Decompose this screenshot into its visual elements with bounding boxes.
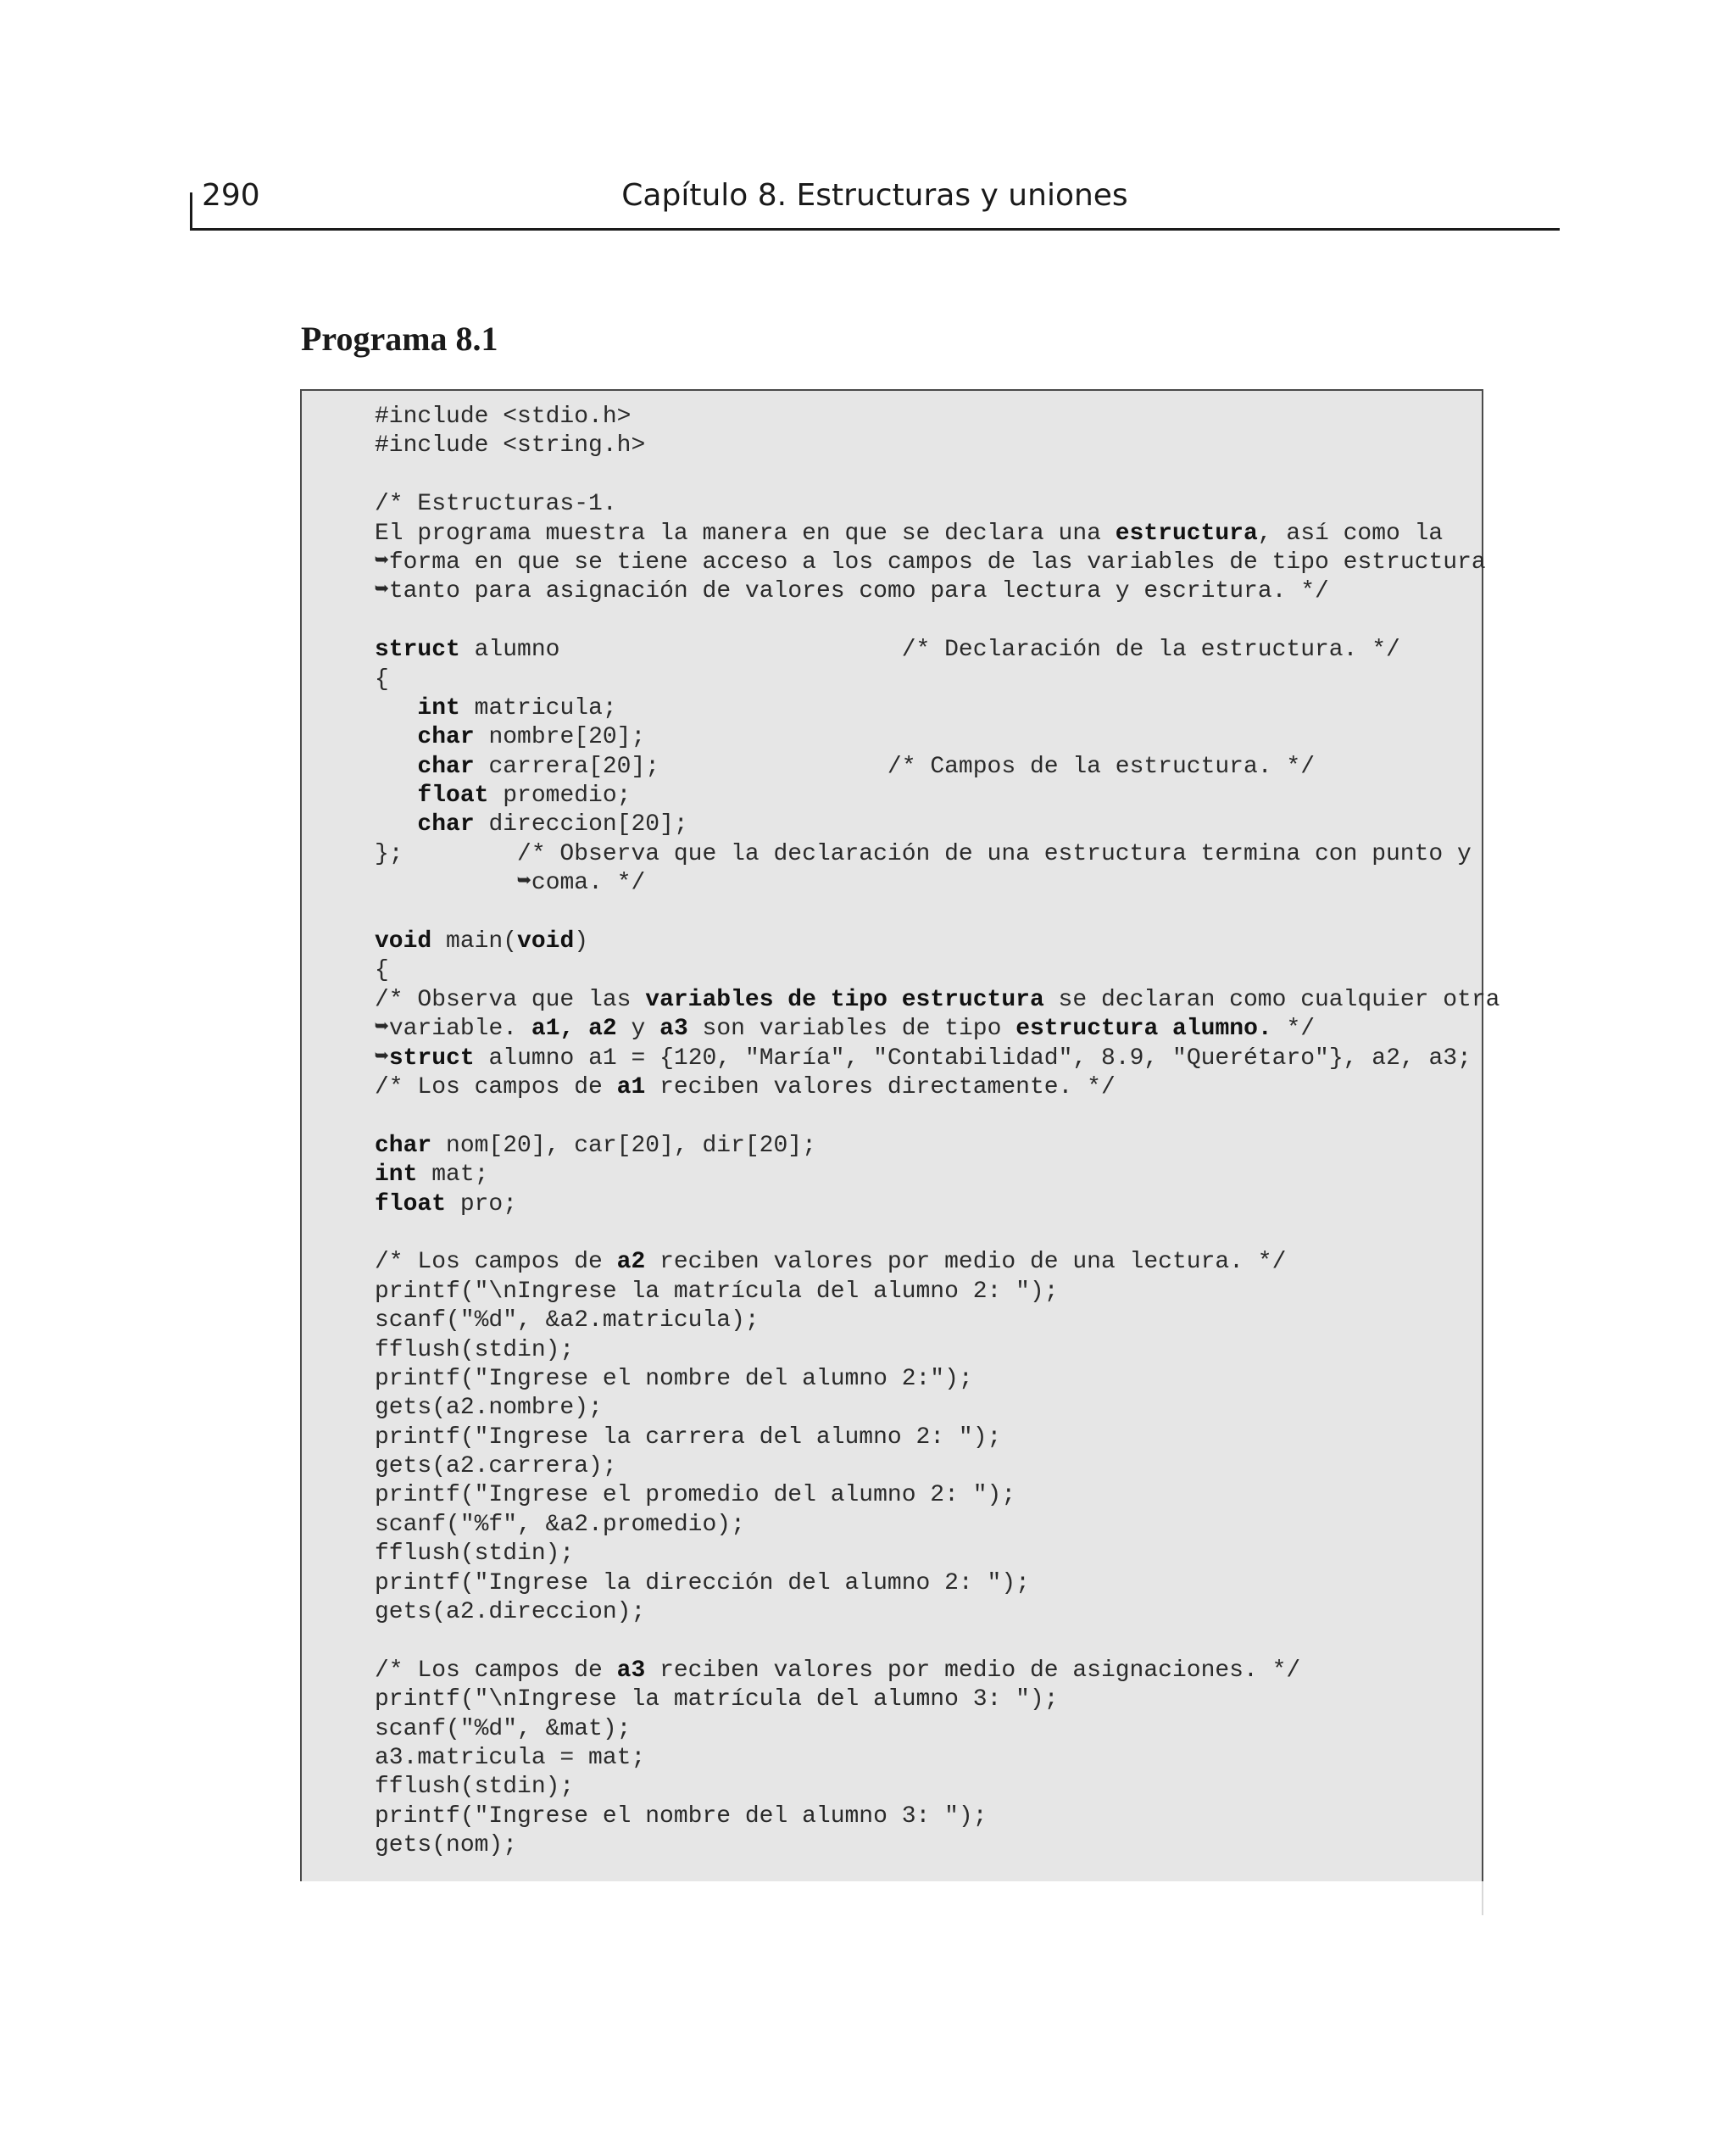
code-text	[375, 811, 417, 838]
code-line	[375, 461, 1500, 490]
code-keyword: variables de tipo estructura	[645, 986, 1044, 1013]
code-line	[375, 1452, 1500, 1481]
code-listing	[375, 403, 1500, 1861]
code-keyword: struct	[388, 1045, 475, 1072]
code-text: */	[1271, 1016, 1316, 1043]
code-line	[375, 1831, 1500, 1860]
program-title: Programa 8.1	[301, 320, 498, 358]
code-line	[375, 1132, 1500, 1161]
code-line	[375, 1511, 1500, 1540]
code-keyword: estructura alumno.	[1015, 1016, 1272, 1043]
code-line	[375, 1015, 1500, 1044]
code-keyword: float	[417, 783, 489, 810]
code-text: printf("Ingrese el nombre del alumno 3: ");	[375, 1802, 988, 1830]
code-text: #include <stdio.h>	[375, 404, 632, 430]
code-text: fflush(stdin);	[375, 1336, 575, 1363]
code-text: reciben valores directamente. */	[645, 1073, 1116, 1100]
code-line	[375, 694, 1500, 723]
code-text: {	[375, 666, 389, 693]
code-line	[375, 723, 1500, 752]
code-line	[375, 1481, 1500, 1510]
code-line	[375, 1423, 1500, 1452]
code-line	[375, 782, 1500, 811]
code-line	[375, 1102, 1500, 1131]
code-text: ➥coma. */	[375, 870, 646, 897]
code-text: gets(a2.carrera);	[375, 1453, 617, 1480]
code-keyword: char	[417, 753, 475, 780]
code-text: , así como la	[1257, 520, 1444, 547]
page-number: 290	[202, 178, 260, 213]
code-keyword: a1, a2	[531, 1016, 617, 1043]
code-text: }; /* Observa que la declaración de una estructura termina con punto y	[375, 840, 1472, 867]
code-text: scanf("%f", &a2.promedio);	[375, 1511, 745, 1538]
code-line	[375, 1219, 1500, 1248]
code-text: scanf("%d", &a2.matricula);	[375, 1307, 760, 1334]
code-line	[375, 1248, 1500, 1277]
running-header	[190, 174, 1560, 231]
code-text: pro;	[446, 1190, 518, 1217]
code-text	[375, 754, 417, 780]
code-line	[375, 403, 1500, 432]
code-text: {	[375, 957, 389, 984]
code-line	[375, 956, 1500, 985]
code-text: gets(a2.direccion);	[375, 1599, 646, 1626]
code-text: direccion[20];	[474, 811, 688, 838]
code-line	[375, 1685, 1500, 1714]
code-keyword: int	[417, 694, 460, 721]
code-line	[375, 1161, 1500, 1189]
code-line	[375, 1073, 1500, 1102]
code-text: promedio;	[488, 783, 632, 810]
code-line	[375, 1278, 1500, 1306]
code-text	[375, 783, 417, 809]
code-text: )	[574, 928, 589, 955]
code-line	[375, 986, 1500, 1015]
code-line	[375, 1306, 1500, 1335]
code-text: gets(a2.nombre);	[375, 1395, 603, 1422]
code-line	[375, 1365, 1500, 1394]
code-keyword: float	[375, 1190, 447, 1217]
code-text: /* Los campos de	[375, 1073, 617, 1100]
code-text: reciben valores por medio de una lectura. */	[645, 1249, 1287, 1276]
code-line	[375, 1744, 1500, 1773]
code-line	[375, 753, 1500, 782]
code-text: printf("Ingrese el nombre del alumno 2:");	[375, 1365, 973, 1392]
code-line	[375, 520, 1500, 549]
code-keyword: void	[375, 928, 432, 955]
code-text: /* Los campos de	[375, 1657, 617, 1684]
code-keyword: char	[375, 1132, 432, 1159]
code-line	[375, 577, 1500, 606]
code-keyword: a2	[616, 1249, 646, 1276]
code-keyword: a3	[616, 1657, 646, 1684]
code-text: matricula;	[459, 694, 617, 721]
code-line	[375, 490, 1500, 519]
code-line	[375, 1569, 1500, 1598]
code-keyword: int	[375, 1162, 418, 1189]
code-keyword: void	[517, 928, 575, 955]
code-line	[375, 636, 1500, 665]
code-line	[375, 811, 1500, 839]
code-box-continuation-rule	[1482, 1881, 1483, 1915]
code-keyword: a1	[616, 1073, 646, 1100]
code-listing-box	[300, 389, 1500, 1881]
code-line	[375, 1336, 1500, 1365]
code-text: El programa muestra la manera en que se declara una	[375, 520, 1116, 547]
code-text: nombre[20];	[474, 724, 646, 751]
code-text: scanf("%d", &mat);	[375, 1715, 632, 1742]
code-line	[375, 1802, 1500, 1831]
code-text: gets(nom);	[375, 1832, 518, 1859]
code-text: ➥tanto para asignación de valores como para lectura y escritura. */	[375, 578, 1329, 605]
code-line	[375, 1598, 1500, 1627]
code-text: printf("\nIngrese la matrícula del alumno 3: ");	[375, 1686, 1059, 1713]
code-text: mat;	[417, 1162, 489, 1189]
chapter-title: Capítulo 8. Estructuras y uniones	[621, 178, 1128, 213]
code-text: ➥	[375, 1045, 389, 1072]
code-line	[375, 1715, 1500, 1744]
code-text: alumno a1 = {120, "María", "Contabilidad", 8.9, "Querétaro"}, a2, a3;	[474, 1045, 1472, 1072]
code-line	[375, 1627, 1500, 1656]
code-line	[375, 1190, 1500, 1219]
code-keyword: char	[417, 811, 475, 838]
code-text: carrera[20]; /* Campos de la estructura. */	[474, 753, 1316, 780]
code-line	[375, 432, 1500, 460]
code-text: #include <string.h>	[375, 432, 646, 460]
code-line	[375, 666, 1500, 694]
code-text	[375, 724, 417, 750]
code-line	[375, 1394, 1500, 1423]
code-text: ➥forma en que se tiene acceso a los campos de las variables de tipo estructura	[375, 549, 1486, 576]
code-line	[375, 899, 1500, 928]
code-line	[375, 928, 1500, 956]
code-line	[375, 840, 1500, 869]
code-text: /* Los campos de	[375, 1249, 617, 1276]
code-text: main(	[431, 928, 518, 955]
code-text: fflush(stdin);	[375, 1540, 575, 1568]
code-text: fflush(stdin);	[375, 1774, 575, 1801]
code-text: reciben valores por medio de asignaciones. */	[645, 1657, 1301, 1684]
code-text: son variables de tipo	[687, 1016, 1016, 1043]
code-text: /* Estructuras-1.	[375, 491, 617, 518]
code-keyword: estructura	[1115, 520, 1258, 547]
code-text: nom[20], car[20], dir[20];	[431, 1132, 816, 1159]
code-line	[375, 1773, 1500, 1802]
code-keyword: a3	[659, 1016, 688, 1043]
code-text: printf("Ingrese la carrera del alumno 2: ");	[375, 1423, 1002, 1451]
code-keyword: struct	[375, 637, 460, 664]
code-text: se declaran como cualquier otra	[1043, 986, 1500, 1013]
code-line	[375, 1657, 1500, 1685]
code-line	[375, 1540, 1500, 1568]
code-line	[375, 607, 1500, 636]
code-text: printf("\nIngrese la matrícula del alumno 2: ");	[375, 1278, 1059, 1305]
code-text: printf("Ingrese el promedio del alumno 2: ");	[375, 1482, 1016, 1509]
code-text: ➥variable.	[375, 1016, 531, 1043]
code-text: a3.matricula = mat;	[375, 1744, 646, 1771]
code-text: alumno /* Declaración de la estructura. */	[459, 637, 1400, 664]
code-line	[375, 869, 1500, 898]
code-text	[375, 695, 417, 721]
code-text: /* Observa que las	[375, 986, 646, 1013]
code-line	[375, 1045, 1500, 1073]
code-text: y	[616, 1016, 660, 1043]
code-keyword: char	[417, 724, 475, 751]
code-line	[375, 549, 1500, 577]
code-text: printf("Ingrese la dirección del alumno 2: ");	[375, 1569, 1030, 1596]
